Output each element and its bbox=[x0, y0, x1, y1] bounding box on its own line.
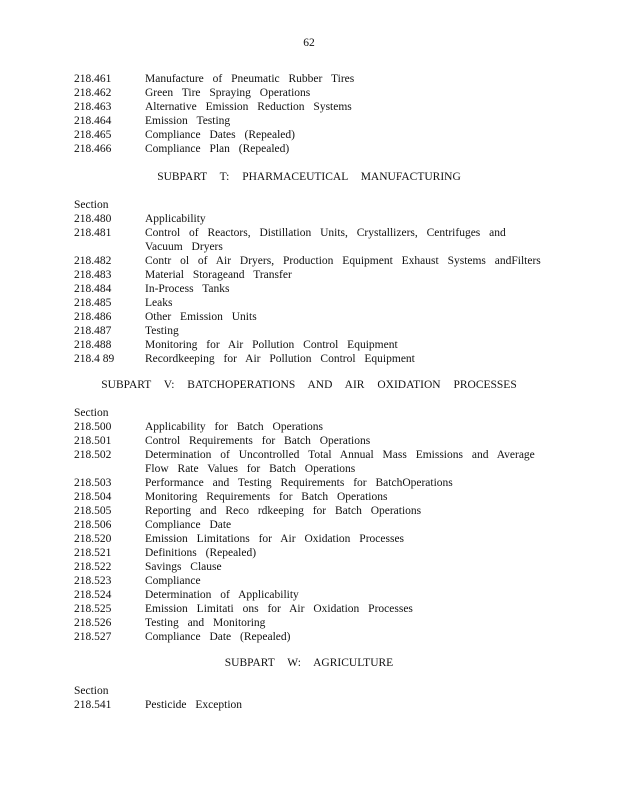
section-number: 218.500 bbox=[74, 421, 112, 433]
section-title: Leaks bbox=[145, 297, 173, 309]
section-number: 218.505 bbox=[74, 505, 112, 517]
list-item bbox=[74, 226, 544, 254]
list-item bbox=[74, 352, 544, 366]
section-number: 218.463 bbox=[74, 101, 112, 113]
section-title: Determination of Uncontrolled Total Annual Mass Emissions and Average Flow Rate Values for Batch Operations bbox=[145, 449, 535, 475]
section-title: Applicability bbox=[145, 213, 206, 225]
section-title: Monitoring Requirements for Batch Operations bbox=[145, 491, 388, 503]
list-item bbox=[74, 254, 544, 268]
subpart-w-heading: SUBPART W: AGRICULTURE bbox=[224, 657, 394, 669]
section-title: Manufacture of Pneumatic Rubber Tires bbox=[145, 73, 355, 85]
list-item bbox=[74, 504, 544, 518]
section-number: 218.525 bbox=[74, 603, 112, 615]
list-item bbox=[74, 72, 544, 86]
section-title: Testing and Monitoring bbox=[145, 617, 266, 629]
section-title: Control of Reactors, Distillation Units, Crystallizers, Centrifuges and Vacuum Dryers bbox=[145, 227, 506, 253]
section-number: 218.482 bbox=[74, 255, 112, 267]
list-item bbox=[74, 560, 544, 574]
subpart-t-list bbox=[74, 198, 544, 366]
section-label: Section bbox=[74, 199, 109, 211]
section-number: 218.527 bbox=[74, 631, 112, 643]
section-number: 218.506 bbox=[74, 519, 112, 531]
list-item bbox=[74, 86, 544, 100]
section-number: 218.523 bbox=[74, 575, 112, 587]
section-title: Emission Limitati ons for Air Oxidation Processes bbox=[145, 603, 413, 615]
subpart-w-list bbox=[74, 684, 544, 712]
section-title: Emission Testing bbox=[145, 115, 231, 127]
section-title: Compliance Date bbox=[145, 519, 232, 531]
list-item bbox=[74, 588, 544, 602]
list-item bbox=[74, 296, 544, 310]
section-number: 218.522 bbox=[74, 561, 112, 573]
section-number: 218.4 89 bbox=[74, 353, 115, 365]
section-number: 218.521 bbox=[74, 547, 112, 559]
section-title: Determination of Applicability bbox=[145, 589, 299, 601]
list-item bbox=[74, 476, 544, 490]
list-item bbox=[74, 212, 544, 226]
section-number: 218.526 bbox=[74, 617, 112, 629]
list-item bbox=[74, 420, 544, 434]
section-number: 218.520 bbox=[74, 533, 112, 545]
section-number: 218.524 bbox=[74, 589, 112, 601]
section-number: 218.483 bbox=[74, 269, 112, 281]
section-title: Performance and Testing Requirements for BatchOperations bbox=[145, 477, 453, 489]
list-item bbox=[74, 602, 544, 616]
section-number: 218.464 bbox=[74, 115, 112, 127]
section-label: Section bbox=[74, 685, 109, 697]
subpart-v-list bbox=[74, 406, 544, 644]
list-item bbox=[74, 630, 544, 644]
list-item bbox=[74, 310, 544, 324]
section-title: Compliance bbox=[145, 575, 201, 587]
section-title: Testing bbox=[145, 325, 179, 337]
section-number: 218.503 bbox=[74, 477, 112, 489]
section-title: Emission Limitations for Air Oxidation Processes bbox=[145, 533, 405, 545]
section-number: 218.481 bbox=[74, 227, 112, 239]
list-item bbox=[74, 142, 544, 156]
list-item bbox=[74, 532, 544, 546]
section-number: 218.485 bbox=[74, 297, 112, 309]
section-title: Monitoring for Air Pollution Control Equipment bbox=[145, 339, 398, 351]
subpart-v-heading: SUBPART V: BATCHOPERATIONS AND AIR OXIDATION PROCESSES bbox=[101, 379, 517, 391]
section-number: 218.461 bbox=[74, 73, 112, 85]
list-item bbox=[74, 338, 544, 352]
subpart-t-heading: SUBPART T: PHARMACEUTICAL MANUFACTURING bbox=[157, 171, 461, 183]
list-item bbox=[74, 324, 544, 338]
list-item bbox=[74, 546, 544, 560]
list-item bbox=[74, 268, 544, 282]
list-item bbox=[74, 518, 544, 532]
section-title: Applicability for Batch Operations bbox=[145, 421, 324, 433]
list-item bbox=[74, 574, 544, 588]
list-item bbox=[74, 448, 544, 476]
top-entry-list bbox=[74, 72, 544, 156]
section-number: 218.466 bbox=[74, 143, 112, 155]
list-item bbox=[74, 282, 544, 296]
section-number: 218.488 bbox=[74, 339, 112, 351]
list-item bbox=[74, 100, 544, 114]
section-number: 218.541 bbox=[74, 699, 112, 711]
list-item bbox=[74, 114, 544, 128]
section-title: Pesticide Exception bbox=[145, 699, 243, 711]
section-number: 218.502 bbox=[74, 449, 112, 461]
list-item bbox=[74, 128, 544, 142]
section-label: Section bbox=[74, 407, 109, 419]
section-title: Reporting and Reco rdkeeping for Batch Operations bbox=[145, 505, 422, 517]
section-title: Compliance Date (Repealed) bbox=[145, 631, 291, 643]
section-number: 218.465 bbox=[74, 129, 112, 141]
section-number: 218.480 bbox=[74, 213, 112, 225]
section-title: Material Storageand Transfer bbox=[145, 269, 292, 281]
section-number: 218.484 bbox=[74, 283, 112, 295]
section-title: Recordkeeping for Air Pollution Control Equipment bbox=[145, 353, 415, 365]
section-title: Compliance Dates (Repealed) bbox=[145, 129, 295, 141]
section-number: 218.501 bbox=[74, 435, 112, 447]
section-title: Other Emission Units bbox=[145, 311, 257, 323]
section-number: 218.486 bbox=[74, 311, 112, 323]
section-title: Alternative Emission Reduction Systems bbox=[145, 101, 352, 113]
section-title: In-Process Tanks bbox=[145, 283, 230, 295]
section-number: 218.504 bbox=[74, 491, 112, 503]
page-number: 62 bbox=[303, 37, 315, 49]
section-title: Definitions (Repealed) bbox=[145, 547, 257, 559]
section-title: Savings Clause bbox=[145, 561, 222, 573]
section-number: 218.462 bbox=[74, 87, 112, 99]
list-item bbox=[74, 490, 544, 504]
section-title: Green Tire Spraying Operations bbox=[145, 87, 311, 99]
list-item bbox=[74, 434, 544, 448]
list-item bbox=[74, 698, 544, 712]
list-item bbox=[74, 616, 544, 630]
section-number: 218.487 bbox=[74, 325, 112, 337]
section-title: Compliance Plan (Repealed) bbox=[145, 143, 290, 155]
section-title: Contr ol of Air Dryers, Production Equipment Exhaust Systems andFilters bbox=[145, 255, 541, 267]
section-title: Control Requirements for Batch Operations bbox=[145, 435, 371, 447]
